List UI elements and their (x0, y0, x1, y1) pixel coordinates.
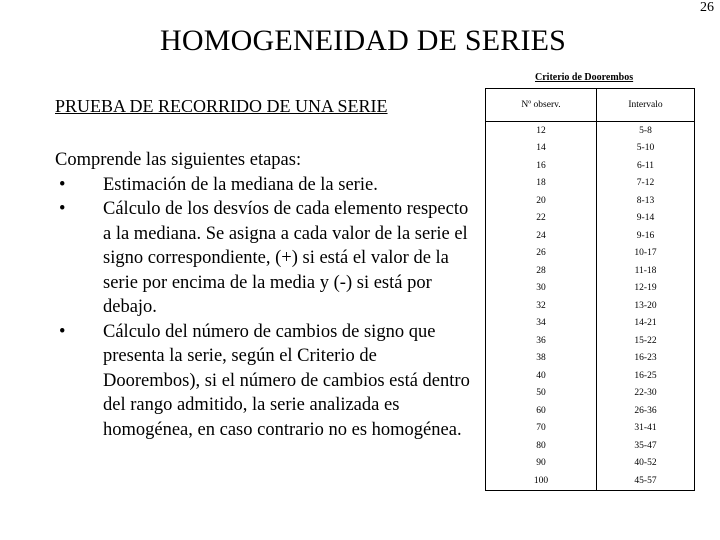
table-row (486, 210, 695, 228)
interval-cell: 40-52 (597, 455, 695, 473)
observations-cell: 16 (486, 157, 597, 175)
table-row (486, 402, 695, 420)
interval-cell: 14-21 (597, 315, 695, 333)
interval-cell: 35-47 (597, 437, 695, 455)
table-row (486, 332, 695, 350)
observations-cell: 26 (486, 245, 597, 263)
interval-cell: 16-25 (597, 367, 695, 385)
observations-cell: 28 (486, 262, 597, 280)
interval-cell: 5-8 (597, 122, 695, 140)
table-row (486, 472, 695, 490)
interval-cell: 9-14 (597, 210, 695, 228)
table-row (486, 175, 695, 193)
table-caption: Criterio de Doorembos (535, 72, 634, 83)
interval-cell: 15-22 (597, 332, 695, 350)
bullet-icon: • (59, 321, 66, 342)
section-subtitle: PRUEBA DE RECORRIDO DE UNA SERIE (55, 96, 388, 116)
intro-text: Comprende las siguientes etapas: (55, 150, 302, 170)
observations-cell: 12 (486, 122, 597, 140)
step-item (55, 173, 475, 198)
interval-cell: 26-36 (597, 402, 695, 420)
bullet-icon: • (59, 199, 66, 219)
table-header-row (486, 89, 695, 122)
table-row (486, 420, 695, 438)
observations-cell: 70 (486, 420, 597, 438)
interval-cell: 5-10 (597, 140, 695, 158)
table-row (486, 262, 695, 280)
observations-cell: 40 (486, 367, 597, 385)
table-row (486, 350, 695, 368)
table-row (486, 227, 695, 245)
table-body (486, 122, 695, 491)
interval-cell: 16-23 (597, 350, 695, 368)
body-text (55, 148, 475, 442)
table-row (486, 140, 695, 158)
observations-cell: 14 (486, 140, 597, 158)
table-row (486, 385, 695, 403)
interval-cell: 45-57 (597, 472, 695, 490)
interval-cell: 13-20 (597, 297, 695, 315)
observations-cell: 34 (486, 315, 597, 333)
table-row (486, 280, 695, 298)
doorembos-table (485, 88, 695, 491)
interval-cell: 8-13 (597, 192, 695, 210)
interval-cell: 22-30 (597, 385, 695, 403)
table-row (486, 245, 695, 263)
table-row (486, 367, 695, 385)
observations-cell: 50 (486, 385, 597, 403)
step-text: Cálculo del número de cambios de signo que presenta la serie, según el Criterio de Doorembos), si el número de cambios está dentro del rango admitido, la serie analizada es homogénea, en caso contrario no es homogénea. (103, 321, 470, 440)
interval-cell: 6-11 (597, 157, 695, 175)
step-text: Estimación de la mediana de la serie. (103, 174, 378, 195)
table-row (486, 297, 695, 315)
interval-cell: 10-17 (597, 245, 695, 263)
steps-list (55, 173, 475, 443)
observations-cell: 100 (486, 472, 597, 490)
step-text: Cálculo de los desvíos de cada elemento respecto a la mediana. Se asigna a cada valor de la serie el signo correspondiente, (+) si está el valor de la serie por encima de la media y (-) si está por debajo. (103, 199, 469, 317)
observations-cell: 30 (486, 280, 597, 298)
table-row (486, 455, 695, 473)
step-item (55, 197, 475, 320)
observations-cell: 22 (486, 210, 597, 228)
interval-cell: 9-16 (597, 227, 695, 245)
step-item (55, 320, 475, 443)
observations-cell: 18 (486, 175, 597, 193)
observations-cell: 20 (486, 192, 597, 210)
table-row (486, 122, 695, 140)
observations-cell: 38 (486, 350, 597, 368)
column-header: Nº observ. (486, 89, 597, 122)
table-row (486, 157, 695, 175)
interval-cell: 31-41 (597, 420, 695, 438)
table-row (486, 192, 695, 210)
observations-cell: 36 (486, 332, 597, 350)
observations-cell: 32 (486, 297, 597, 315)
observations-cell: 24 (486, 227, 597, 245)
page-title: HOMOGENEIDAD DE SERIES (160, 24, 567, 57)
bullet-icon: • (59, 174, 66, 195)
page-number: 26 (700, 0, 714, 15)
interval-cell: 11-18 (597, 262, 695, 280)
observations-cell: 80 (486, 437, 597, 455)
interval-cell: 12-19 (597, 280, 695, 298)
interval-cell: 7-12 (597, 175, 695, 193)
table-row (486, 315, 695, 333)
table-row (486, 437, 695, 455)
observations-cell: 60 (486, 402, 597, 420)
observations-cell: 90 (486, 455, 597, 473)
column-header: Intervalo (597, 89, 695, 122)
